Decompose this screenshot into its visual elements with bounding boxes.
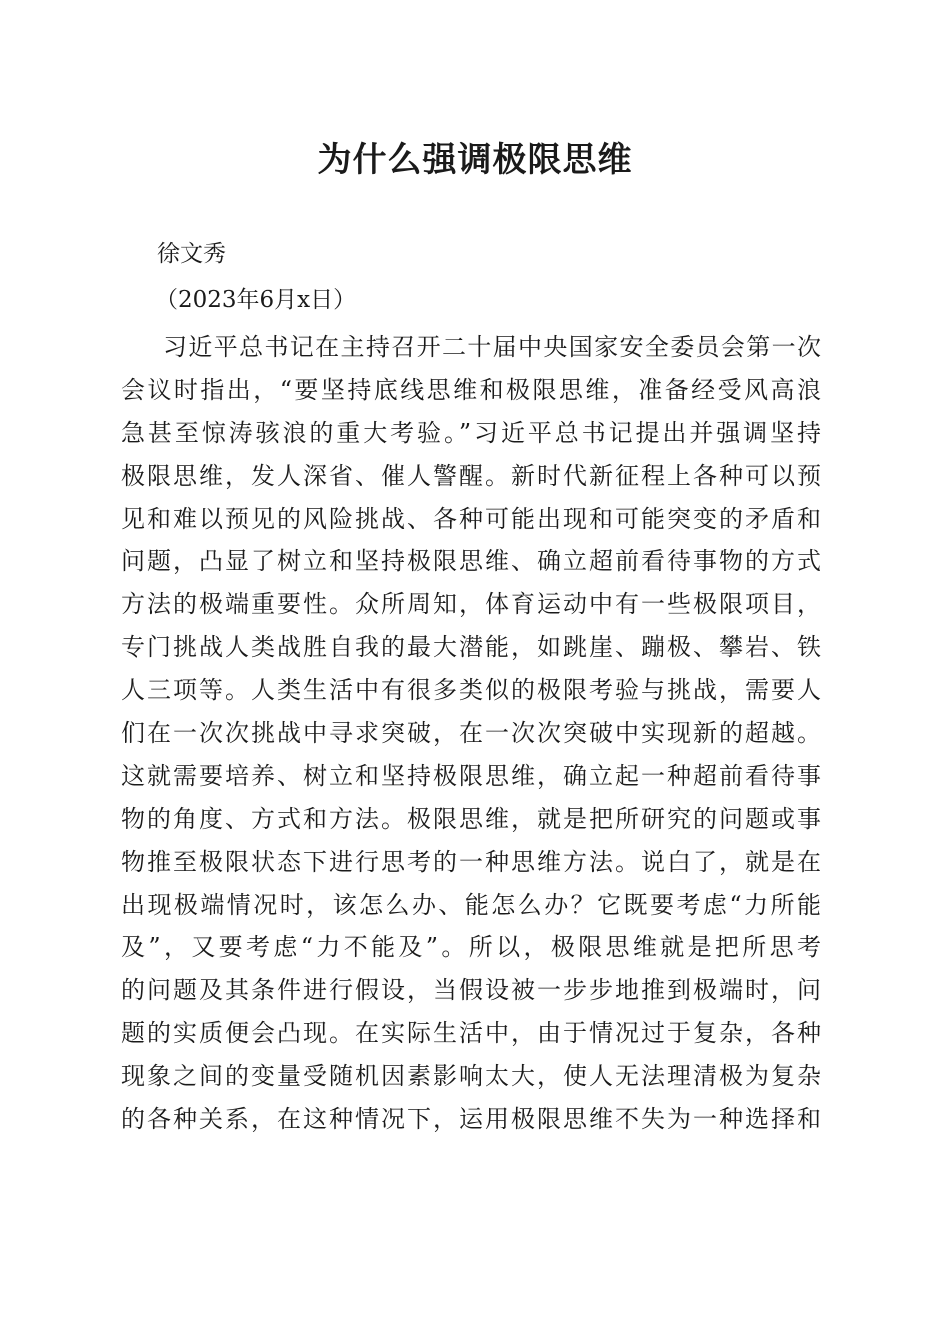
body-line: 物的角度、方式和方法。极限思维，就是把所研究的问题或事 bbox=[121, 804, 821, 833]
body-line: 的问题及其条件进行假设，当假设被一步步地推到极端时，问 bbox=[121, 976, 821, 1005]
body-line: 的各种关系，在这种情况下，运用极限思维不失为一种选择和 bbox=[121, 1105, 821, 1134]
document-title: 为什么强调极限思维 bbox=[317, 140, 633, 180]
body-line: 物推至极限状态下进行思考的一种思维方法。说白了，就是在 bbox=[121, 847, 821, 876]
body-line: 及”，又要考虑“力不能及”。所以，极限思维就是把所思考 bbox=[121, 933, 821, 962]
body-line: 出现极端情况时，该怎么办、能怎么办？它既要考虑“力所能 bbox=[121, 890, 821, 919]
body-line: 极限思维，发人深省、催人警醒。新时代新征程上各种可以预 bbox=[121, 461, 821, 490]
body-line: 习近平总书记在主持召开二十届中央国家安全委员会第一次 bbox=[163, 333, 821, 361]
body-line: 题的实质便会凸现。在实际生活中，由于情况过于复杂，各种 bbox=[121, 1019, 821, 1048]
body-line: 问题，凸显了树立和坚持极限思维、确立超前看待事物的方式 bbox=[121, 547, 821, 576]
body-paragraph bbox=[121, 326, 821, 1141]
body-line: 见和难以预见的风险挑战、各种可能出现和可能突变的矛盾和 bbox=[121, 504, 821, 533]
body-line: 这就需要培养、树立和坚持极限思维，确立起一种超前看待事 bbox=[121, 761, 821, 790]
document-date: （2023年6月x日） bbox=[155, 287, 357, 313]
author-name: 徐文秀 bbox=[157, 241, 226, 267]
body-line: 专门挑战人类战胜自我的最大潜能，如跳崖、蹦极、攀岩、铁 bbox=[121, 633, 821, 662]
body-line: 方法的极端重要性。众所周知，体育运动中有一些极限项目， bbox=[121, 590, 821, 619]
body-line: 现象之间的变量受随机因素影响太大，使人无法理清极为复杂 bbox=[121, 1062, 821, 1091]
body-line: 人三项等。人类生活中有很多类似的极限考验与挑战，需要人 bbox=[121, 676, 821, 705]
body-line: 会议时指出，“要坚持底线思维和极限思维，准备经受风高浪 bbox=[121, 375, 821, 404]
body-line: 急甚至惊涛骇浪的重大考验。”习近平总书记提出并强调坚持 bbox=[121, 418, 821, 447]
body-line: 们在一次次挑战中寻求突破，在一次次突破中实现新的超越。 bbox=[121, 719, 821, 748]
